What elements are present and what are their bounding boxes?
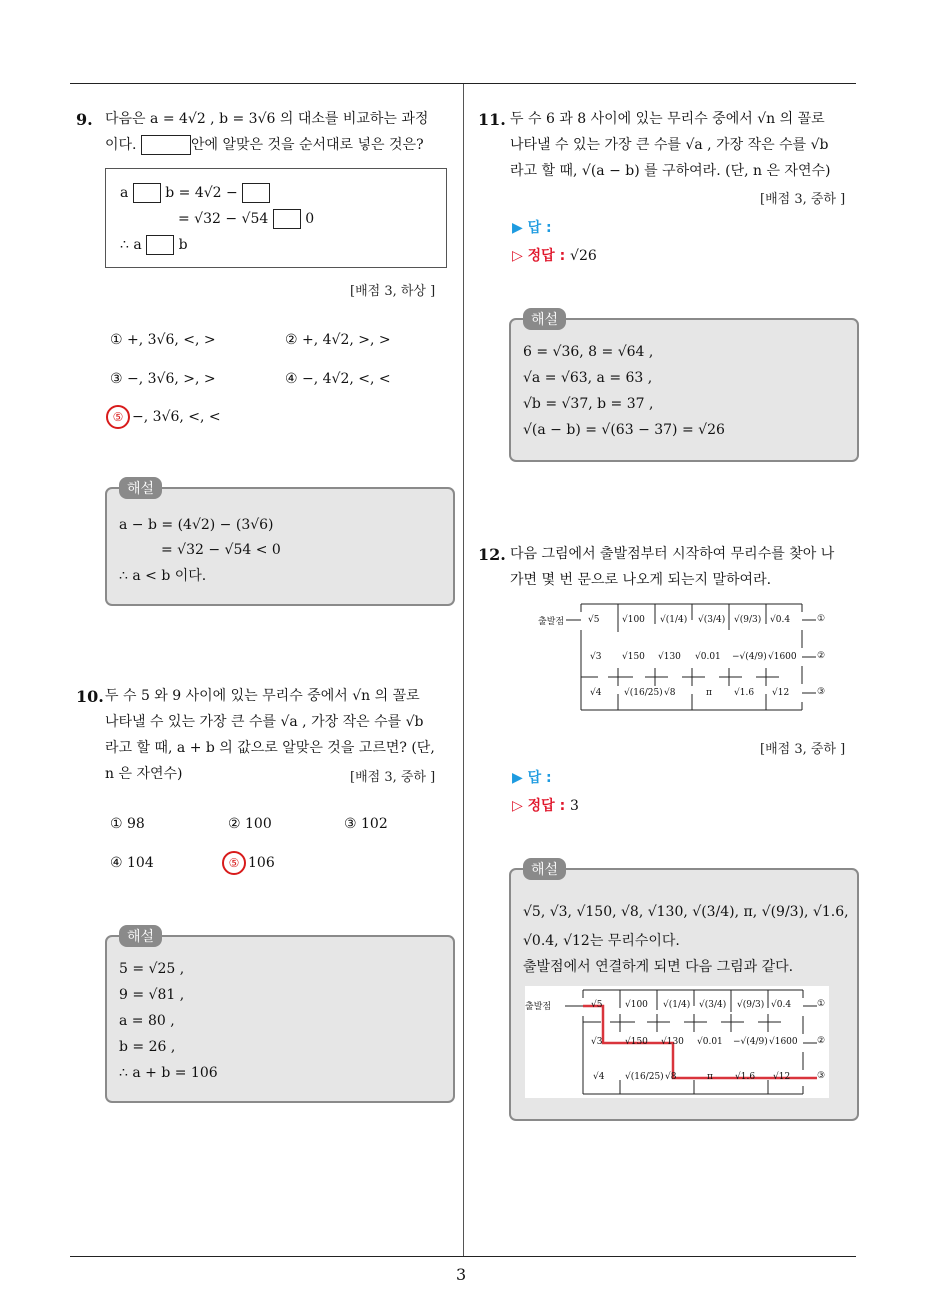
q11-sol-line1: 6 = √36, 8 = √64 , [523, 344, 654, 360]
q10-choice-1[interactable]: ① 98 [110, 816, 145, 832]
q9-blank-2 [242, 183, 270, 203]
q11-correct-label: ▷ 정답 : [512, 248, 566, 264]
q12-maze-start: 출발점 [538, 617, 565, 627]
q12-sol-maze-cell: √130 [661, 1037, 684, 1047]
q12-line1: 다음 그림에서 출발점부터 시작하여 무리수를 찾아 나 [510, 546, 835, 562]
q12-sol-line2: √0.4, √12는 무리수이다. [523, 933, 680, 949]
q12-maze-exit-1: ① [817, 614, 826, 624]
q12-maze-cell: √0.4 [770, 615, 791, 625]
q9-box-l3: ∴ a [120, 237, 142, 253]
q12-maze-cell: √0.01 [695, 652, 721, 662]
q12-score: [배점 3, 중하 ] [760, 742, 846, 757]
q10-line3: 라고 할 때, a + b 의 값으로 알맞은 것을 고르면? (단, [105, 740, 435, 756]
q12-maze-cell: √4 [590, 688, 602, 698]
q12-sol-maze-cell: √0.01 [697, 1037, 723, 1047]
q9-blank-1 [133, 183, 161, 203]
q10-choice-3[interactable]: ③ 102 [344, 816, 388, 832]
q12-correct-answer [512, 795, 579, 815]
column-divider [463, 84, 464, 1256]
q9-choice-2[interactable]: ② +, 4√2, >, > [285, 332, 391, 348]
q10-number: 10. [76, 687, 104, 706]
q12-maze-cell: √3 [590, 652, 602, 662]
q10-sol-line5: ∴ a + b = 106 [119, 1065, 218, 1081]
q10-choice-2[interactable]: ② 100 [228, 816, 272, 832]
q12-maze-cell: √5 [588, 615, 600, 625]
q9-line2-pre: 이다. [105, 137, 137, 153]
q10-line1: 두 수 5 와 9 사이에 있는 무리수 중에서 √n 의 꼴로 [105, 688, 420, 704]
q9-choice-5-text: −, 3√6, <, < [132, 409, 221, 425]
q12-answer-label: ▶ 답 : [512, 770, 552, 786]
q9-blank-3 [273, 209, 301, 229]
q9-box-line2 [178, 209, 314, 229]
q11-sol-line2: √a = √63, a = 63 , [523, 370, 653, 386]
q10-line2: 나타낼 수 있는 가장 큰 수를 √a , 가장 작은 수를 √b [105, 714, 424, 730]
q10-score: [배점 3, 중하 ] [350, 770, 436, 785]
q11-correct-answer [512, 245, 597, 265]
q9-line1: 다음은 a = 4√2 , b = 3√6 의 대소를 비교하는 과정 [105, 111, 429, 127]
q12-maze-cell: √12 [772, 688, 790, 698]
q12-maze-cell: √(1/4) [660, 615, 688, 625]
q12-sol-maze-cell: √(16/25) [625, 1072, 664, 1082]
q9-choice-5[interactable] [106, 405, 221, 429]
q12-sol-maze-cell: √1.6 [735, 1072, 756, 1082]
q9-line2 [105, 132, 457, 158]
q10-solution-box [105, 929, 455, 1103]
q12-maze-cell: √(9/3) [734, 615, 762, 625]
q12-sol-maze-cell: −√(4/9) [733, 1037, 768, 1047]
q12-number: 12. [478, 545, 506, 564]
q12-maze-cell: √130 [658, 652, 681, 662]
bottom-rule [70, 1256, 856, 1257]
q12-sol-line1: √5, √3, √150, √8, √130, √(3/4), π, √(9/3), √1.6, [523, 904, 849, 920]
q9-process-box [105, 168, 447, 268]
q12-sol-maze-cell: √12 [773, 1072, 791, 1082]
q12-solution-tag: 해설 [523, 858, 566, 880]
q10-line4: n 은 자연수) [105, 766, 183, 782]
q12-text [510, 541, 860, 593]
q9-sol-line2: = √32 − √54 < 0 [161, 542, 281, 558]
q11-solution-box [509, 312, 859, 462]
q10-solution-tag: 해설 [119, 925, 162, 947]
q12-sol-line3: 출발점에서 연결하게 되면 다음 그림과 같다. [523, 959, 794, 975]
q12-sol-maze-cell: √0.4 [771, 1000, 792, 1010]
q12-correct-label: ▷ 정답 : [512, 798, 566, 814]
q12-sol-maze-cell: √8 [665, 1072, 677, 1082]
q9-sol-line3: ∴ a < b 이다. [119, 568, 207, 584]
q12-maze-cell: √(3/4) [698, 615, 726, 625]
q12-line2: 가면 몇 번 문으로 나오게 되는지 말하여라. [510, 572, 772, 588]
q11-sol-line4: √(a − b) = √(63 − 37) = √26 [523, 422, 725, 438]
q9-answer-mark: ⑤ [106, 405, 130, 429]
q12-maze-cell: √8 [664, 688, 676, 698]
q11-answer-label: ▶ 답 : [512, 220, 552, 236]
q12-sol-maze-cell: √(1/4) [663, 1000, 691, 1010]
q12-maze-cell: √150 [622, 652, 645, 662]
q9-solution-box [105, 481, 455, 606]
q10-choice-4[interactable]: ④ 104 [110, 855, 154, 871]
q12-maze-cell: π [706, 688, 712, 698]
q9-score: [배점 3, 하상 ] [350, 284, 436, 299]
q12-sol-maze-cell: π [707, 1072, 713, 1082]
q9-blank-example [141, 135, 191, 155]
q9-box-l2-end: 0 [305, 211, 315, 227]
q12-sol-maze-exit-3: ③ [817, 1071, 826, 1081]
q12-maze-cell: √100 [622, 615, 645, 625]
q10-sol-line4: b = 26 , [119, 1039, 176, 1055]
q11-number: 11. [478, 110, 506, 129]
q11-score: [배점 3, 중하 ] [760, 192, 846, 207]
q11-line1: 두 수 6 과 8 사이에 있는 무리수 중에서 √n 의 꼴로 [510, 111, 825, 127]
q9-choice-3[interactable]: ③ −, 3√6, >, > [110, 371, 216, 387]
q12-solution-maze [525, 986, 829, 1098]
q10-sol-line1: 5 = √25 , [119, 961, 185, 977]
q12-sol-maze-cell: √3 [591, 1037, 603, 1047]
q9-solution-tag: 해설 [119, 477, 162, 499]
q9-box-a: a [120, 185, 129, 201]
q12-sol-maze-cell: √1600 [769, 1037, 798, 1047]
q9-box-l1b: b = 4√2 − [165, 185, 238, 201]
q12-sol-maze-cell: √100 [625, 1000, 648, 1010]
q12-sol-maze-cell: √(9/3) [737, 1000, 765, 1010]
q11-solution-tag: 해설 [523, 308, 566, 330]
q11-line3: 라고 할 때, √(a − b) 를 구하여라. (단, n 은 자연수) [510, 163, 831, 179]
q12-sol-maze-cell: √150 [625, 1037, 648, 1047]
q9-sol-line1: a − b = (4√2) − (3√6) [119, 517, 274, 533]
q9-number: 9. [76, 110, 93, 129]
q9-text [105, 106, 457, 158]
q12-maze-cell: √1600 [768, 652, 797, 662]
q11-line2: 나타낼 수 있는 가장 큰 수를 √a , 가장 작은 수를 √b [510, 137, 829, 153]
q12-maze-exit-2: ② [817, 651, 826, 661]
q11-correct-value: √26 [570, 248, 597, 264]
q9-line2-post: 안에 알맞은 것을 순서대로 넣은 것은? [190, 137, 424, 153]
q9-blank-4 [146, 235, 174, 255]
q12-sol-maze-cell: √(3/4) [699, 1000, 727, 1010]
q12-maze-cell: −√(4/9) [732, 652, 767, 662]
q12-maze-figure [538, 602, 828, 712]
page-number: 3 [456, 1265, 467, 1284]
q12-sol-maze-cell: √5 [591, 1000, 603, 1010]
q10-choice-5[interactable] [222, 851, 275, 875]
q12-sol-maze-exit-1: ① [817, 999, 826, 1009]
q10-answer-mark: ⑤ [222, 851, 246, 875]
q9-box-line1 [120, 183, 270, 203]
q12-solution-box [509, 862, 859, 1121]
q11-text [510, 106, 860, 184]
q9-choice-1[interactable]: ① +, 3√6, <, > [110, 332, 216, 348]
q12-maze-cell: √(16/25) [624, 688, 663, 698]
q9-choice-4[interactable]: ④ −, 4√2, <, < [285, 371, 391, 387]
q10-choice-5-text: 106 [248, 855, 275, 871]
q12-maze-cell: √1.6 [734, 688, 755, 698]
q9-box-l2: = √32 − √54 [178, 211, 269, 227]
q9-box-l3-end: b [178, 237, 188, 253]
q12-sol-maze-cell: √4 [593, 1072, 605, 1082]
q12-maze-exit-3: ③ [817, 687, 826, 697]
q12-correct-value: 3 [570, 798, 579, 814]
q11-sol-line3: √b = √37, b = 37 , [523, 396, 654, 412]
q12-sol-maze-start: 출발점 [525, 1002, 552, 1012]
q9-box-line3 [120, 235, 188, 255]
q12-sol-maze-exit-2: ② [817, 1036, 826, 1046]
q10-sol-line3: a = 80 , [119, 1013, 175, 1029]
q10-sol-line2: 9 = √81 , [119, 987, 185, 1003]
